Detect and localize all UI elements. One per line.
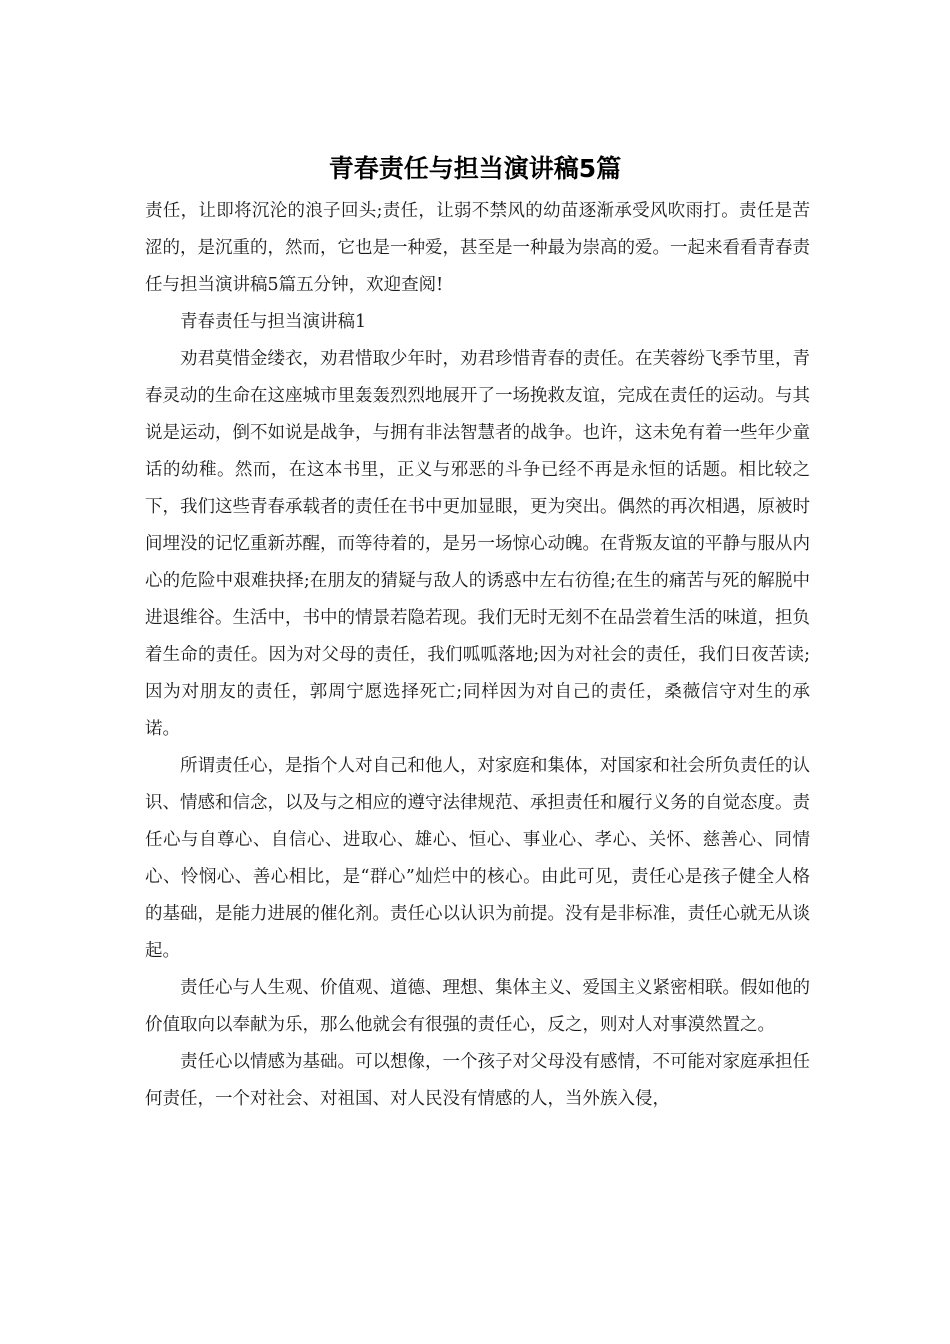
section-heading: 青春责任与担当演讲稿1	[180, 312, 367, 332]
body-paragraph: 所谓责任心，是指个人对自己和他人，对家庭和集体，对国家和社会所负责任的认识、情感和信念，以及与之相应的遵守法律规范、承担责任和履行义务的自觉态度。责任心与自尊心、自信心、进取心、雄心、恒心、事业心、孝心、关怀、慈善心、同情心、怜悯心、善心相比，是“群心”灿烂中的核心。由此可见，责任心是孩子健全人格的基础，是能力进展的催化剂。责任心以认识为前提。没有是非标准，责任心就无从谈起。	[145, 756, 810, 961]
body-paragraph: 劝君莫惜金缕衣，劝君惜取少年时，劝君珍惜青春的责任。在芙蓉纷飞季节里，青春灵动的生命在这座城市里轰轰烈烈地展开了一场挽救友谊，完成在责任的运动。与其说是运动，倒不如说是战争，与拥有非法智慧者的战争。也许，这未免有着一些年少童话的幼稚。然而，在这本书里，正义与邪恶的斗争已经不再是永恒的话题。相比较之下，我们这些青春承载者的责任在书中更加显眼，更为突出。偶然的再次相遇，原被时间埋没的记忆重新苏醒，而等待着的，是另一场惊心动魄。在背叛友谊的平静与服从内心的危险中艰难抉择;在朋友的猜疑与敌人的诱惑中左右彷徨;在生的痛苦与死的解脱中进退维谷。生活中，书中的情景若隐若现。我们无时无刻不在品尝着生活的味道，担负着生命的责任。因为对父母的责任，我们呱呱落地;因为对社会的责任，我们日夜苦读;因为对朋友的责任，郭周宁愿选择死亡;同样因为对自己的责任，桑薇信守对生的承诺。	[145, 349, 810, 739]
document-body	[145, 193, 810, 1118]
body-paragraph: 责任心以情感为基础。可以想像，一个孩子对父母没有感情，不可能对家庭承担任何责任，一个对社会、对祖国、对人民没有情感的人，当外族入侵，	[145, 1052, 810, 1109]
intro-paragraph: 责任，让即将沉沦的浪子回头;责任，让弱不禁风的幼苗逐渐承受风吹雨打。责任是苦涩的，是沉重的，然而，它也是一种爱，甚至是一种最为崇高的爱。一起来看看青春责任与担当演讲稿5篇五分钟，欢迎查阅!	[145, 201, 810, 295]
body-paragraph: 责任心与人生观、价值观、道德、理想、集体主义、爱国主义紧密相联。假如他的价值取向以奉献为乐，那么他就会有很强的责任心，反之，则对人对事漠然置之。	[145, 978, 810, 1035]
document-title: 青春责任与担当演讲稿5篇	[328, 154, 622, 183]
